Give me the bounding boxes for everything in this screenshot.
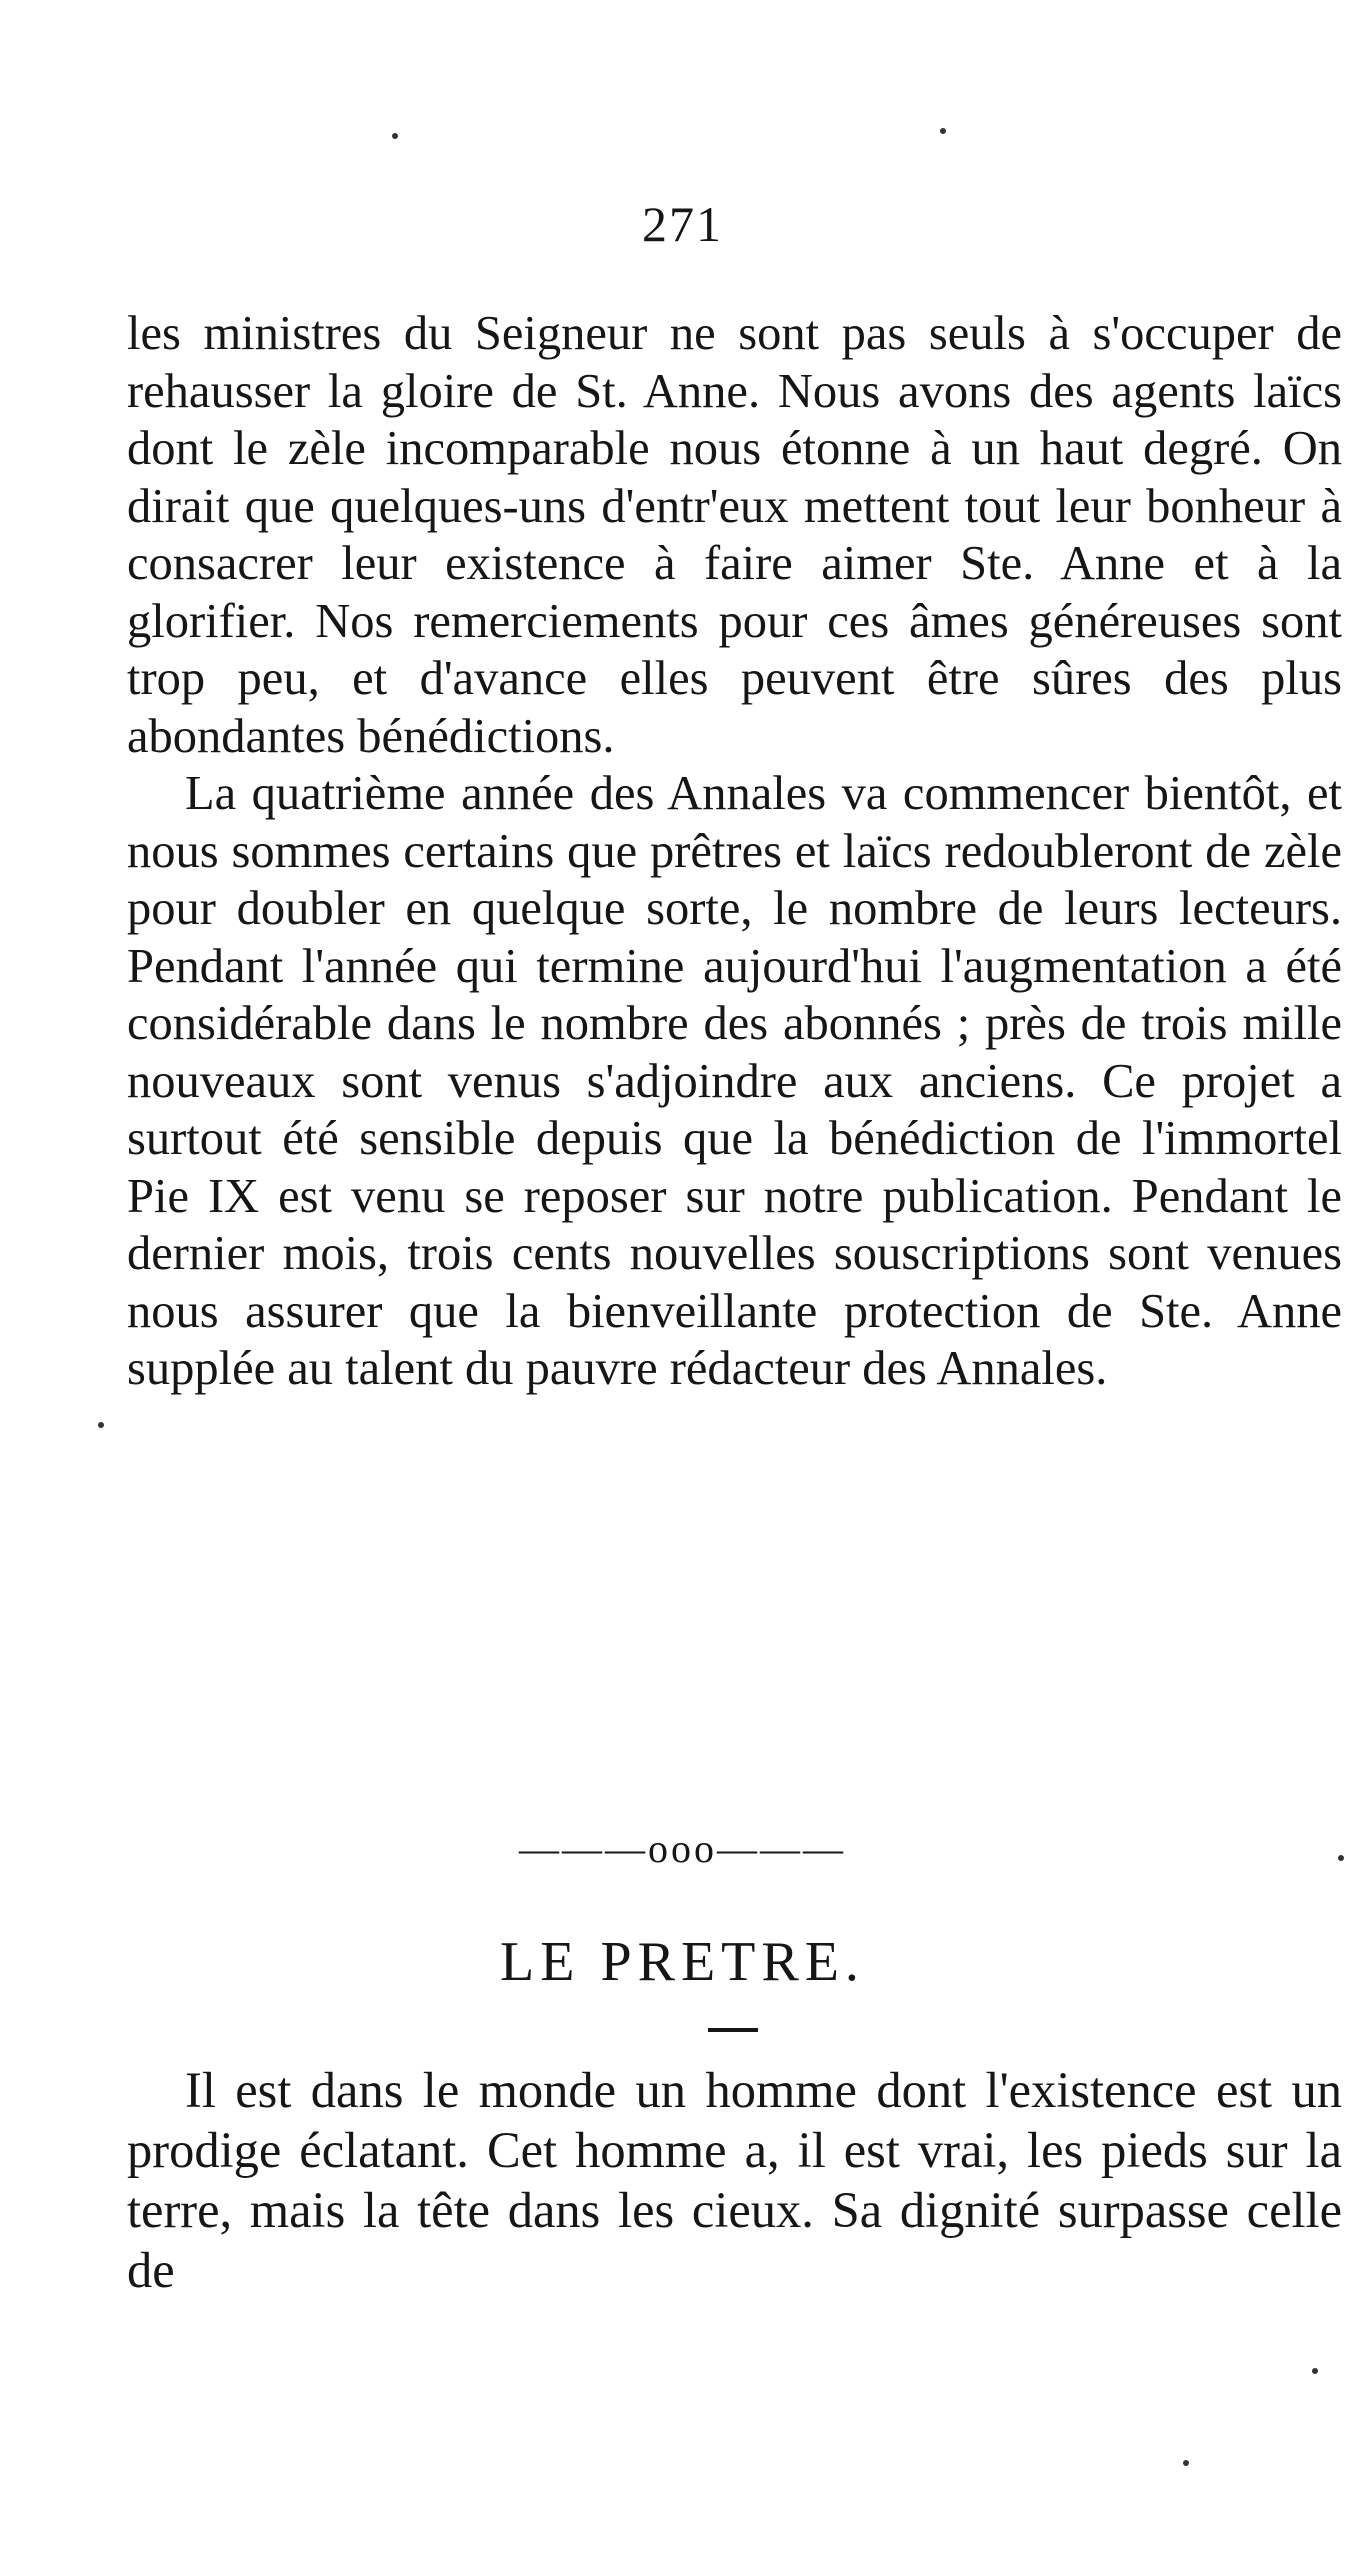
section-title: LE PRETRE. <box>500 1931 865 1993</box>
scan-speck <box>98 1422 104 1428</box>
paragraph-annales: La quatrième année des Annales va commencer bientôt, et nous sommes certains que prêtres et laïcs redoubleront de zèle pour doubler en quelque sorte, le nombre de leurs lecteurs. Pendant l'année qui termine aujourd'hui l'augmentation a été considérable dans le nombre des abonnés ; près de trois mille nouveaux sont venus s'adjoindre aux anciens. Ce projet a surtout été sensible depuis que la bénédiction de l'immortel Pie IX est venu se reposer sur notre publication. Pendant le dernier mois, trois cents nouvelles souscriptions sont venues nous assurer que la bienveillante protection de Ste. Anne supplée au talent du pauvre rédacteur des Annales. <box>127 767 1342 1395</box>
paragraph-le-pretre: Il est dans le monde un homme dont l'existence est un prodige éclatant. Cet homme a, il est vrai, les pieds sur la terre, mais la tête dans les cieux. Sa dignité surpasse celle de <box>127 2062 1342 2298</box>
paragraph-continued: les ministres du Seigneur ne sont pas seuls à s'occuper de rehausser la gloire de St. Anne. Nous avons des agents laïcs dont le zèle incomparable nous étonne à un haut degré. On dirait que quelques-uns d'entr'eux mettent tout leur bonheur à consacrer leur existence à faire aimer Ste. Anne et à la glorifier. Nos remerciements pour ces âmes généreuses sont trop peu, et d'avance elles peuvent être sûres des plus abondantes bénédictions. <box>127 307 1342 763</box>
section-separator: ———ooo——— <box>519 1826 846 1871</box>
title-rule <box>708 2028 758 2032</box>
page-number: 271 <box>642 196 723 252</box>
scan-speck <box>1312 2368 1318 2374</box>
scan-speck <box>1183 2460 1189 2466</box>
scan-speck <box>1338 1855 1344 1861</box>
body-text-section <box>127 2060 1342 2300</box>
body-text-top <box>127 305 1342 1398</box>
scan-speck <box>940 128 946 134</box>
scan-speck <box>392 133 398 139</box>
